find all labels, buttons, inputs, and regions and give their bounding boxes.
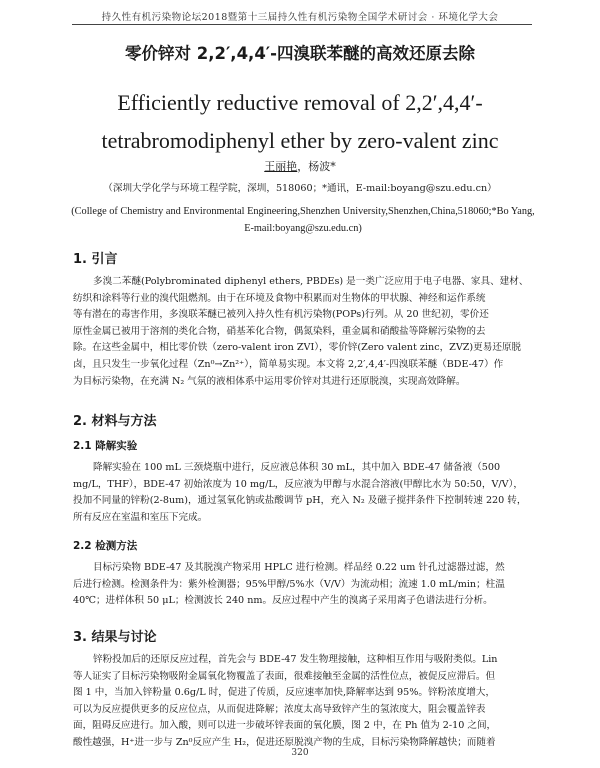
text-line: 投加不同量的锌粉(2-8um)，通过氢氧化钠或盐酸调节 pH，充入 N₂ 及磁子搅拌条件下控制转速 220 转，	[73, 495, 527, 507]
page-number: 320	[291, 748, 309, 758]
text-line: 多溴二苯醚(Polybrominated diphenyl ethers, PBDEs) 是一类广泛应用于电子电器、家具、建材、	[93, 276, 529, 287]
title-english: Efficiently reductive removal of 2,2′,4,4′-tetrabromodiphenyl ether by zero-valent zinc	[101, 90, 499, 153]
text-line: 后进行检测。检测条件为：紫外检测器；95%甲醇/5%水（V/V）为流动相；流速 1.0 mL/min；柱温	[73, 578, 505, 590]
results-paragraph	[73, 652, 531, 752]
text-line: 卤，且只发生一步氧化过程（Zn⁰→Zn²⁺），简单易实现。本文将 2,2′,4,4′-四溴联苯醚（BDE-47）作	[73, 358, 504, 370]
introduction-paragraph	[73, 274, 531, 390]
text-line: 等人证实了目标污染物吸附金属氧化物覆盖了表面，很难接触至金属的活性位点，被促反应滞后。但	[73, 670, 496, 682]
author-second: 杨波*	[308, 160, 336, 173]
affiliation-english: (College of Chemistry and Environmental Engineering,Shenzhen University,Shenzhen,China,518060;*Bo Yang, E-mail:boyang@szu.edu.cn)	[71, 206, 535, 234]
text-line: 目标污染物 BDE-47 及其脱溴产物采用 HPLC 进行检测。样品经 0.22 um 针孔过滤器过滤，然	[93, 562, 505, 573]
degradation-paragraph	[73, 460, 531, 526]
title-chinese: 零价锌对 2,2′,4,4′-四溴联苯醚的高效还原去除	[124, 44, 476, 63]
detection-paragraph	[73, 560, 531, 610]
author-line	[0, 158, 600, 174]
text-line: 除。在这些金属中，相比零价铁（zero-valent iron ZVI），零价锌(Zero valent zinc，ZVZ)更易还原脱	[73, 342, 522, 354]
header-rule	[72, 24, 532, 25]
author-separator: ，	[297, 160, 309, 173]
text-line: 所有反应在室温和室压下完成。	[73, 511, 208, 523]
text-line: 纺织和涂料等行业的溴代阻燃剂。由于在环境及食物中积累而对生物体的甲状腺、神经和运作系统	[73, 292, 486, 304]
text-line: 原性金属已被用于溶剂的类化合物，硝基苯化合物，偶氮染料，重金属和硝酸盐等降解污染物的去	[73, 325, 486, 337]
text-line: 40℃；进样体积 50 μL；检测波长 240 nm。反应过程中产生的溴离子采用离子色谱法进行分析。	[73, 595, 493, 607]
text-line: 可以为反应提供更多的反应位点，从而促进降解；浓度太高导致锌产生的氢浓度大，阻会覆盖锌表	[73, 703, 486, 715]
text-line: 图 1 中，当加入锌粉量 0.6g/L 时，促进了传质，反应速率加快,降解率达到 95%。锌粉浓度增大，	[73, 687, 496, 699]
text-line: 酸性越强，H⁺进一步与 Zn⁰反应产生 H₂，促进还原脱溴产物的生成，目标污染物降解越快；而随着	[73, 736, 496, 748]
section-heading-introduction: 1. 引言	[73, 252, 118, 267]
text-line: 面，阻碍反应进行。加入酸，则可以进一步破坏锌表面的氧化膜，图 2 中，在 Ph 值为 2-10 之间，	[73, 720, 497, 732]
section-heading-results: 3. 结果与讨论	[73, 630, 157, 645]
subsection-heading-detection: 2.2 检测方法	[73, 540, 138, 552]
affiliation-chinese: （深圳大学化学与环境工程学院，深圳，518060；*通讯，E-mail:boyang@szu.edu.cn）	[103, 183, 497, 194]
text-line: mg/L，THF），BDE-47 初始浓度为 10 mg/L，反应液为甲醇与水混合溶液(甲醇比水为 50:50，V/V），	[73, 478, 523, 490]
text-line: 锌粉投加后的还原反应过程，首先会与 BDE-47 发生物理接触，这种相互作用与吸附类似。Lin	[93, 654, 498, 665]
text-line: 降解实验在 100 mL 三颈烧瓶中进行，反应液总体积 30 mL，其中加入 BDE-47 储备液（500	[93, 462, 501, 473]
section-heading-methods: 2. 材料与方法	[73, 414, 157, 429]
author-first: 王丽艳	[264, 160, 298, 173]
subsection-heading-degradation: 2.1 降解实验	[73, 440, 138, 452]
running-header: 持久性有机污染物论坛2018暨第十三届持久性有机污染物全国学术研讨会 · 环境化学大会	[101, 12, 499, 23]
text-line: 为目标污染物，在充满 N₂ 气氛的液相体系中运用零价锌对其进行还原脱溴，实现高效降解。	[73, 375, 466, 387]
text-line: 等有潜在的毒害作用，多溴联苯醚已被列入持久性有机污染物(POPs)行列。从 20 世纪初，零价还	[73, 309, 489, 321]
